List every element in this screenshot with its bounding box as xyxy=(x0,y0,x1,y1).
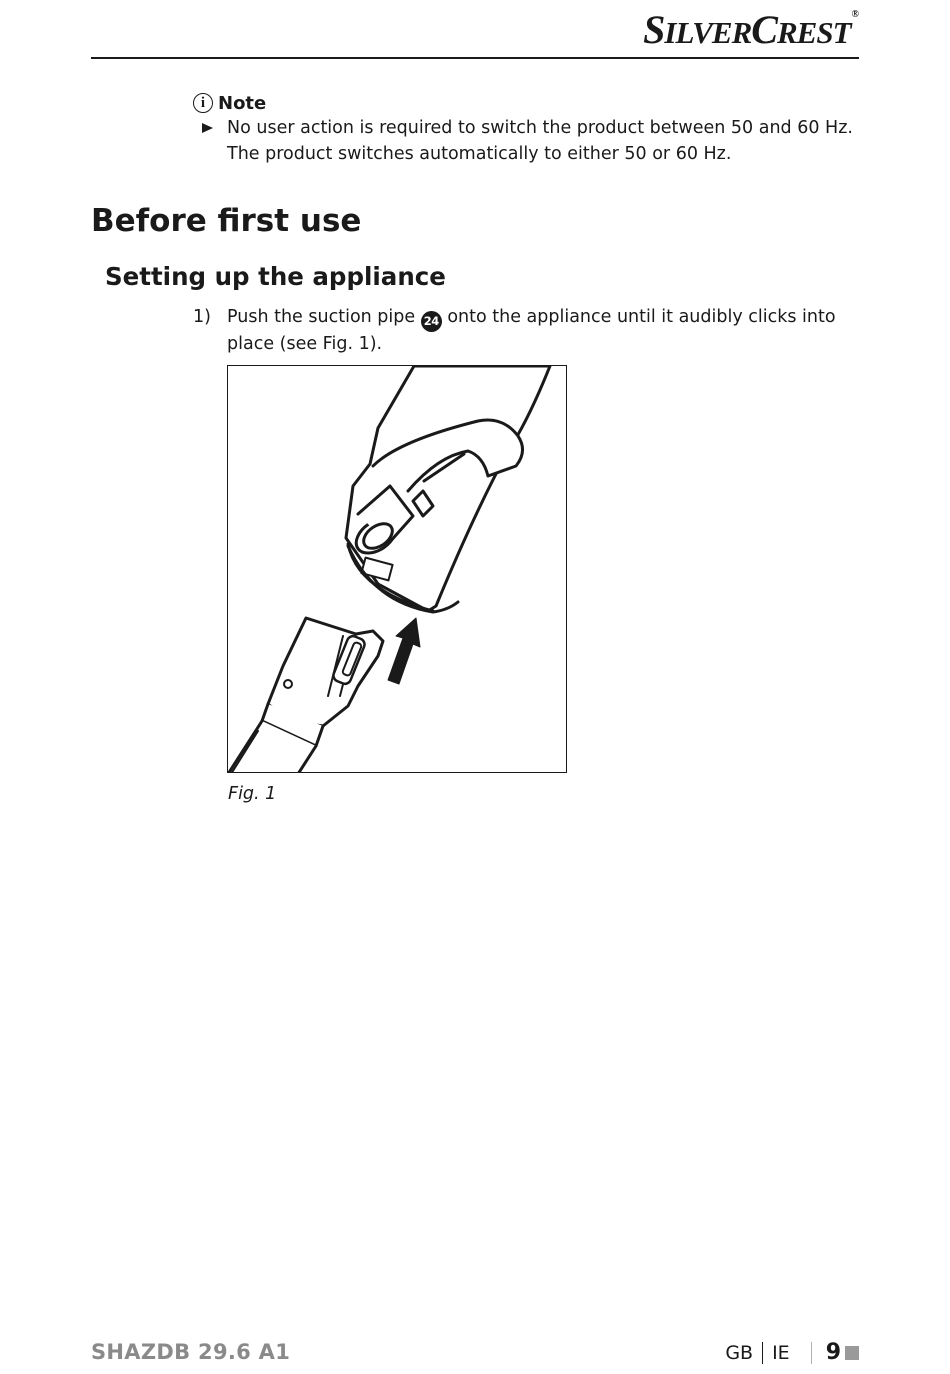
bullet-arrow-icon xyxy=(202,123,213,133)
footer-model-number: SHAZDB 29.6 A1 xyxy=(91,1340,291,1364)
subsection-heading: Setting up the appliance xyxy=(105,262,446,291)
step-text-after: onto the appliance until it audibly clicks into place (see Fig. 1). xyxy=(227,307,836,355)
reference-badge: 24 xyxy=(421,311,442,332)
figure-caption: Fig. 1 xyxy=(228,784,277,804)
page-marker-icon xyxy=(845,1346,859,1360)
country-divider xyxy=(762,1342,763,1364)
suction-pipe-head xyxy=(268,618,383,726)
note-text: No user action is required to switch the product between 50 and 60 Hz. The product switches automatically to either 50 or 60 Hz. xyxy=(227,118,853,164)
header-rule xyxy=(91,57,859,59)
info-icon: i xyxy=(193,93,213,113)
page-divider xyxy=(811,1342,812,1364)
section-heading: Before first use xyxy=(91,203,362,239)
step-text-before: Push the suction pipe xyxy=(227,307,416,327)
country-code-ie: IE xyxy=(772,1341,790,1364)
step-text xyxy=(227,305,857,358)
step-number: 1) xyxy=(193,307,211,327)
suction-pipe-illustration xyxy=(228,366,567,773)
figure-1 xyxy=(227,365,567,773)
note-heading xyxy=(193,91,266,115)
brand-logo: SILVERCREST® xyxy=(643,7,858,52)
up-arrow-icon xyxy=(388,618,420,684)
footer-page-info xyxy=(725,1340,859,1365)
page-number: 9 xyxy=(825,1340,841,1365)
note-title: Note xyxy=(218,92,267,114)
country-code-gb: GB xyxy=(725,1341,754,1364)
